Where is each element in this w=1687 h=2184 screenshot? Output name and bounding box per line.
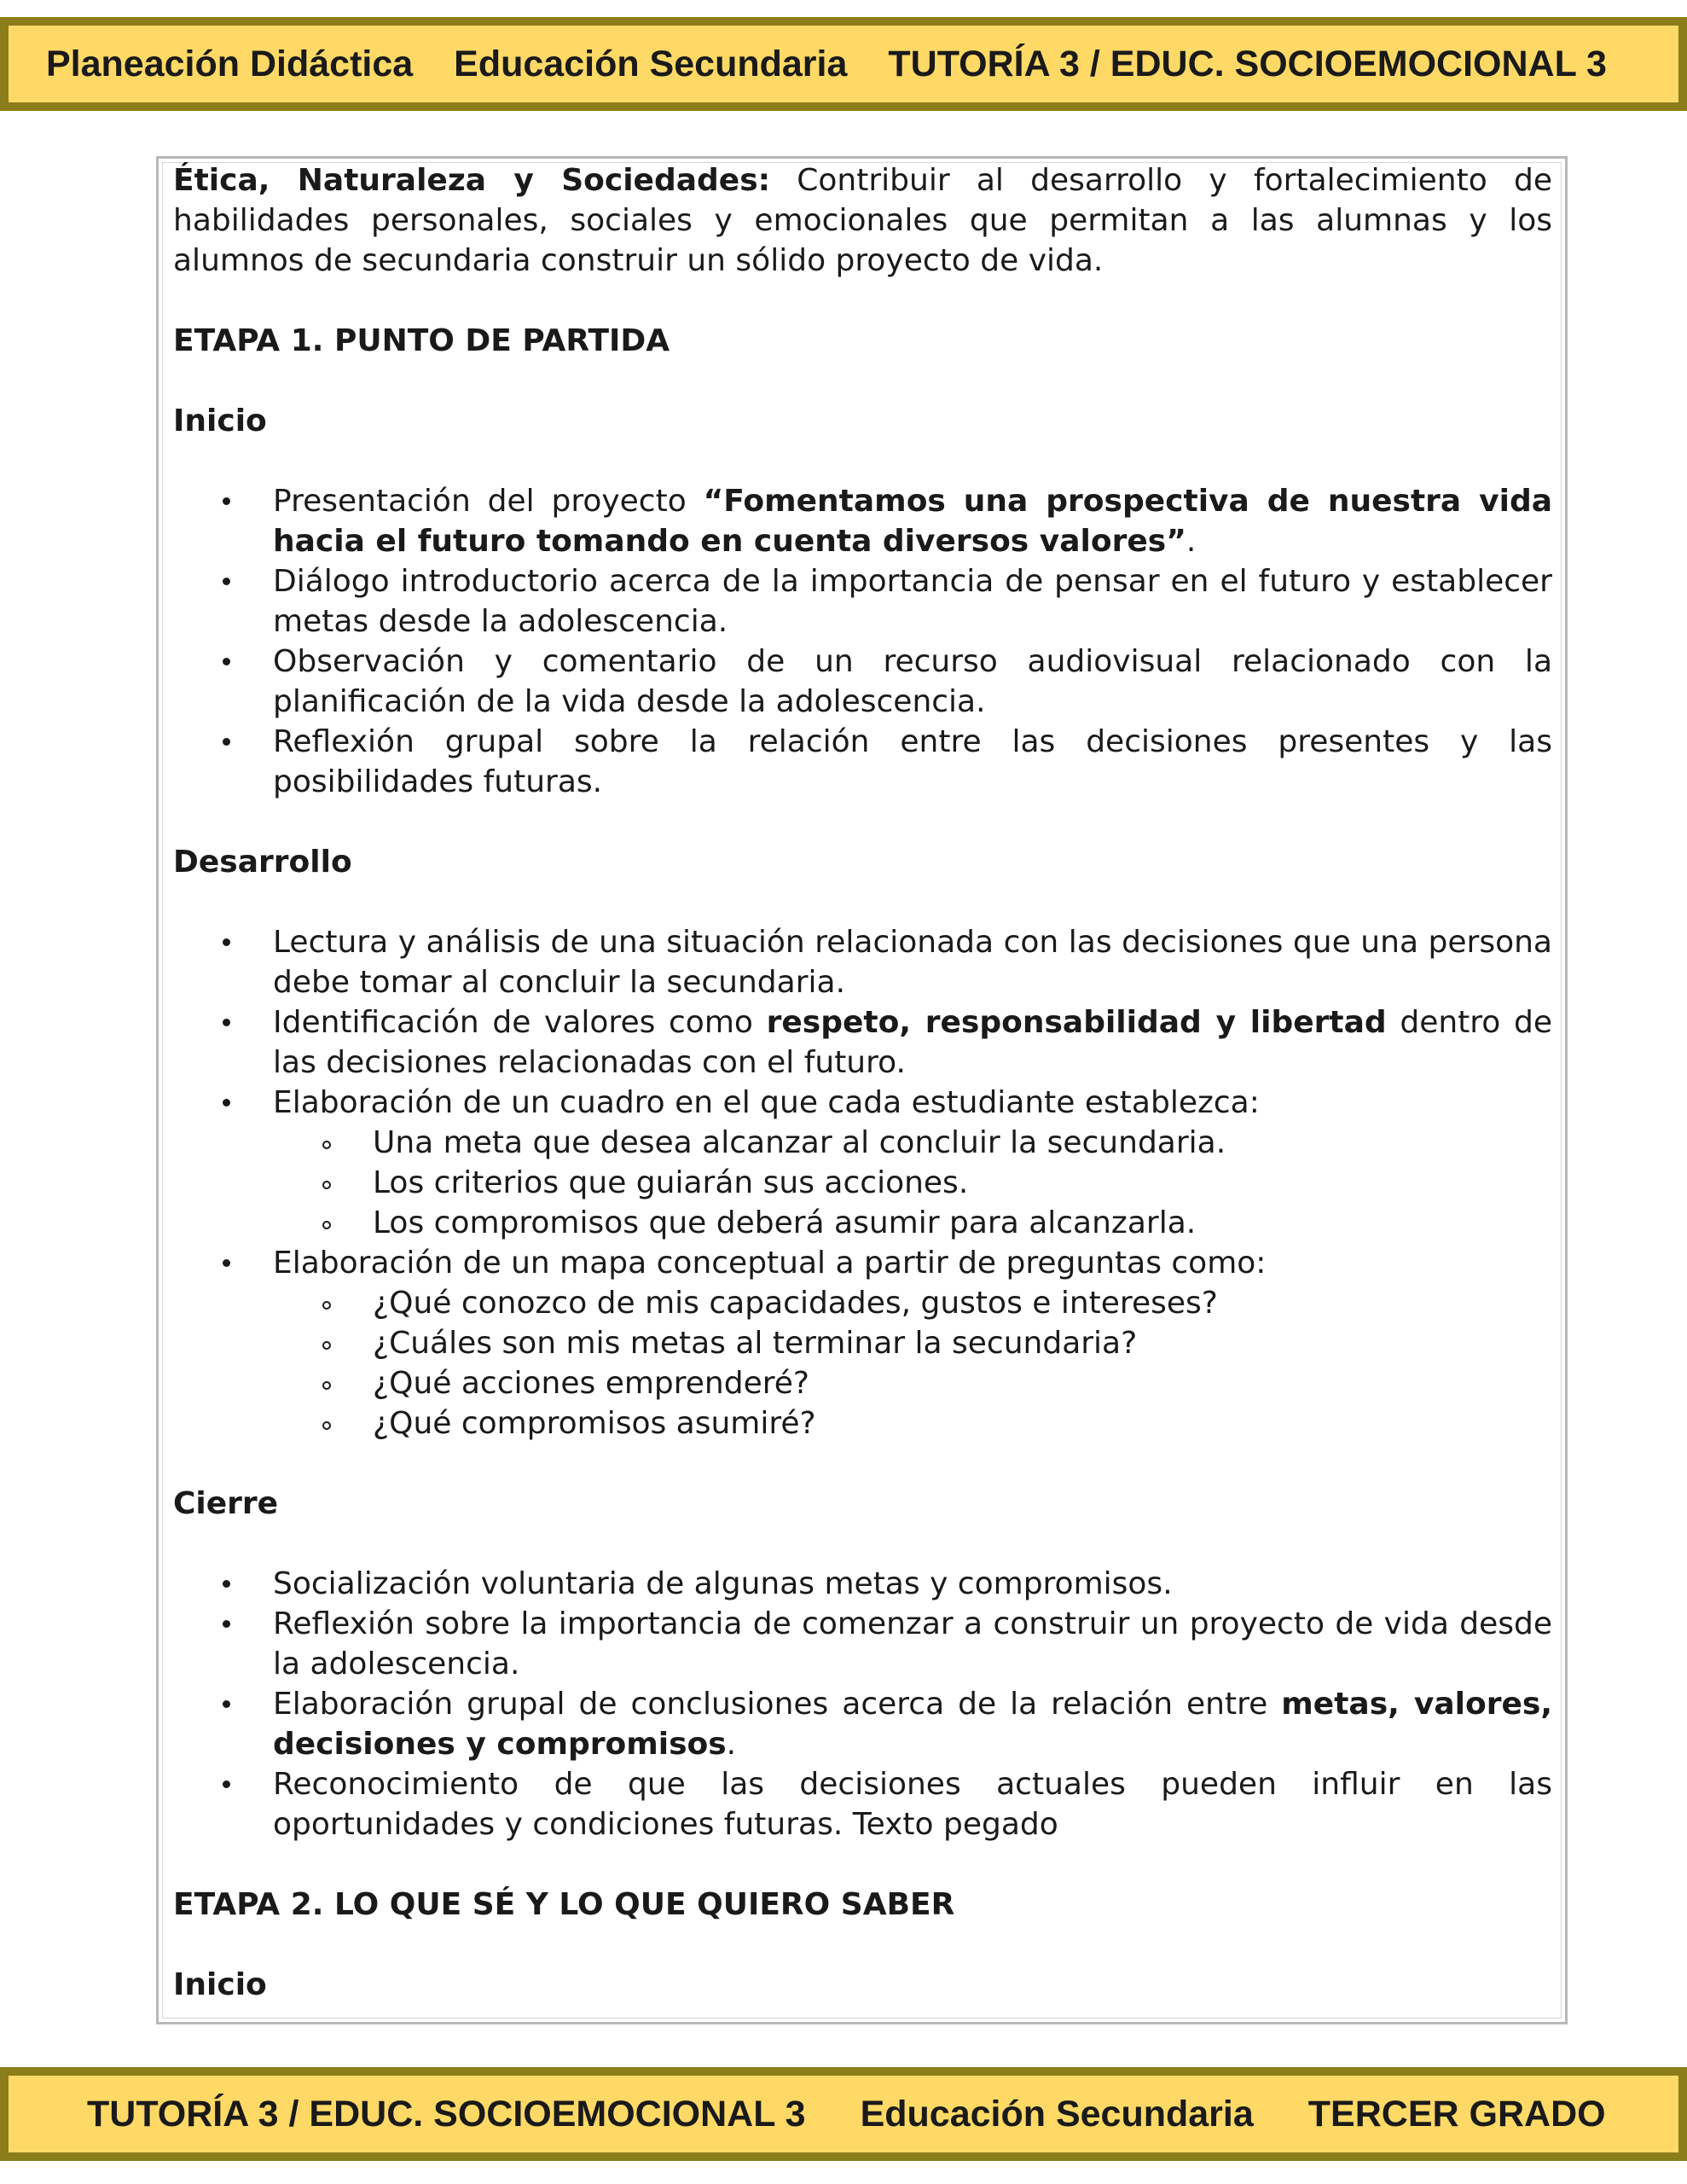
stage1-desarrollo-list (173, 922, 1552, 1443)
header-level: Educación Secundaria (454, 43, 848, 84)
list-item: Presentación del proyecto “Fomentamos una prospectiva de nuestra vida hacia el futuro tomando en cuenta diversos valores”. (173, 481, 1552, 561)
header-banner (0, 17, 1687, 111)
list-item: Reconocimiento de que las decisiones actuales pueden influir en las oportunidades y condiciones futuras. Texto pegado (173, 1764, 1552, 1844)
footer-level: Educación Secundaria (860, 2093, 1254, 2135)
footer-grade: TERCER GRADO (1307, 2093, 1606, 2135)
list-item: Identificación de valores como respeto, responsabilidad y libertad dentro de las decisiones relacionadas con el futuro. (173, 1002, 1552, 1083)
list-item: Diálogo introductorio acerca de la importancia de pensar en el futuro y establecer metas desde la adolescencia. (173, 561, 1552, 642)
header-planeacion: Planeación Didáctica (46, 43, 414, 84)
stage1-desarrollo-heading: Desarrollo (173, 845, 352, 880)
list-item: Socialización voluntaria de algunas metas y compromisos. (173, 1564, 1552, 1604)
footer-subject: TUTORÍA 3 / EDUC. SOCIOEMOCIONAL 3 (87, 2093, 806, 2135)
list-item: Elaboración de un cuadro en el que cada estudiante establezca: Una meta que desea alcanzar al concluir la secundaria. Los criterios que guiarán sus acciones. Los compromisos que deberá asumir para alcanzarla. (173, 1083, 1552, 1243)
stage1-inicio-list (173, 481, 1552, 802)
intro-label: Ética, Naturaleza y Sociedades: (173, 163, 771, 198)
sub-list-item: ¿Qué conozco de mis capacidades, gustos e intereses? (273, 1283, 1552, 1323)
sub-list-item: ¿Qué compromisos asumiré? (273, 1403, 1552, 1443)
stage1-inicio-heading: Inicio (173, 404, 267, 439)
sub-list (273, 1123, 1552, 1243)
list-item: Observación y comentario de un recurso audiovisual relacionado con la planificación de la vida desde la adolescencia. (173, 642, 1552, 722)
stage2-title: ETAPA 2. LO QUE SÉ Y LO QUE QUIERO SABER (173, 1887, 955, 1922)
sub-list-item: ¿Cuáles son mis metas al terminar la secundaria? (273, 1323, 1552, 1363)
header-subject: TUTORÍA 3 / EDUC. SOCIOEMOCIONAL 3 (888, 43, 1607, 84)
planning-content (173, 160, 1552, 2005)
sub-list-item: Una meta que desea alcanzar al concluir la secundaria. (273, 1123, 1552, 1163)
sub-list-item: Los criterios que guiarán sus acciones. (273, 1163, 1552, 1203)
stage1-title: ETAPA 1. PUNTO DE PARTIDA (173, 323, 670, 358)
sub-list-item: Los compromisos que deberá asumir para alcanzarla. (273, 1203, 1552, 1243)
footer-banner (0, 2067, 1687, 2161)
list-item: Reflexión grupal sobre la relación entre las decisiones presentes y las posibilidades futuras. (173, 722, 1552, 802)
stage1-cierre-list (173, 1564, 1552, 1844)
intro-paragraph (173, 160, 1552, 281)
list-item: Reflexión sobre la importancia de comenzar a construir un proyecto de vida desde la adolescencia. (173, 1604, 1552, 1684)
list-item: Elaboración grupal de conclusiones acerca de la relación entre metas, valores, decisiones y compromisos. (173, 1684, 1552, 1764)
intro-text: Contribuir al desarrollo y fortalecimiento de habilidades personales, sociales y emocionales que permitan a las alumnas y los alumnos de secundaria construir un sólido proyecto de vida. (173, 163, 1553, 278)
sub-list (273, 1283, 1552, 1443)
stage2-inicio-heading: Inicio (173, 1967, 267, 2002)
list-item: Elaboración de un mapa conceptual a partir de preguntas como: ¿Qué conozco de mis capacidades, gustos e intereses? ¿Cuáles son mis metas al terminar la secundaria? ¿Qué acciones emprenderé? ¿Qué compromisos asumiré? (173, 1243, 1552, 1443)
list-item: Lectura y análisis de una situación relacionada con las decisiones que una persona debe tomar al concluir la secundaria. (173, 922, 1552, 1002)
stage1-cierre-heading: Cierre (173, 1486, 279, 1521)
sub-list-item: ¿Qué acciones emprenderé? (273, 1363, 1552, 1403)
